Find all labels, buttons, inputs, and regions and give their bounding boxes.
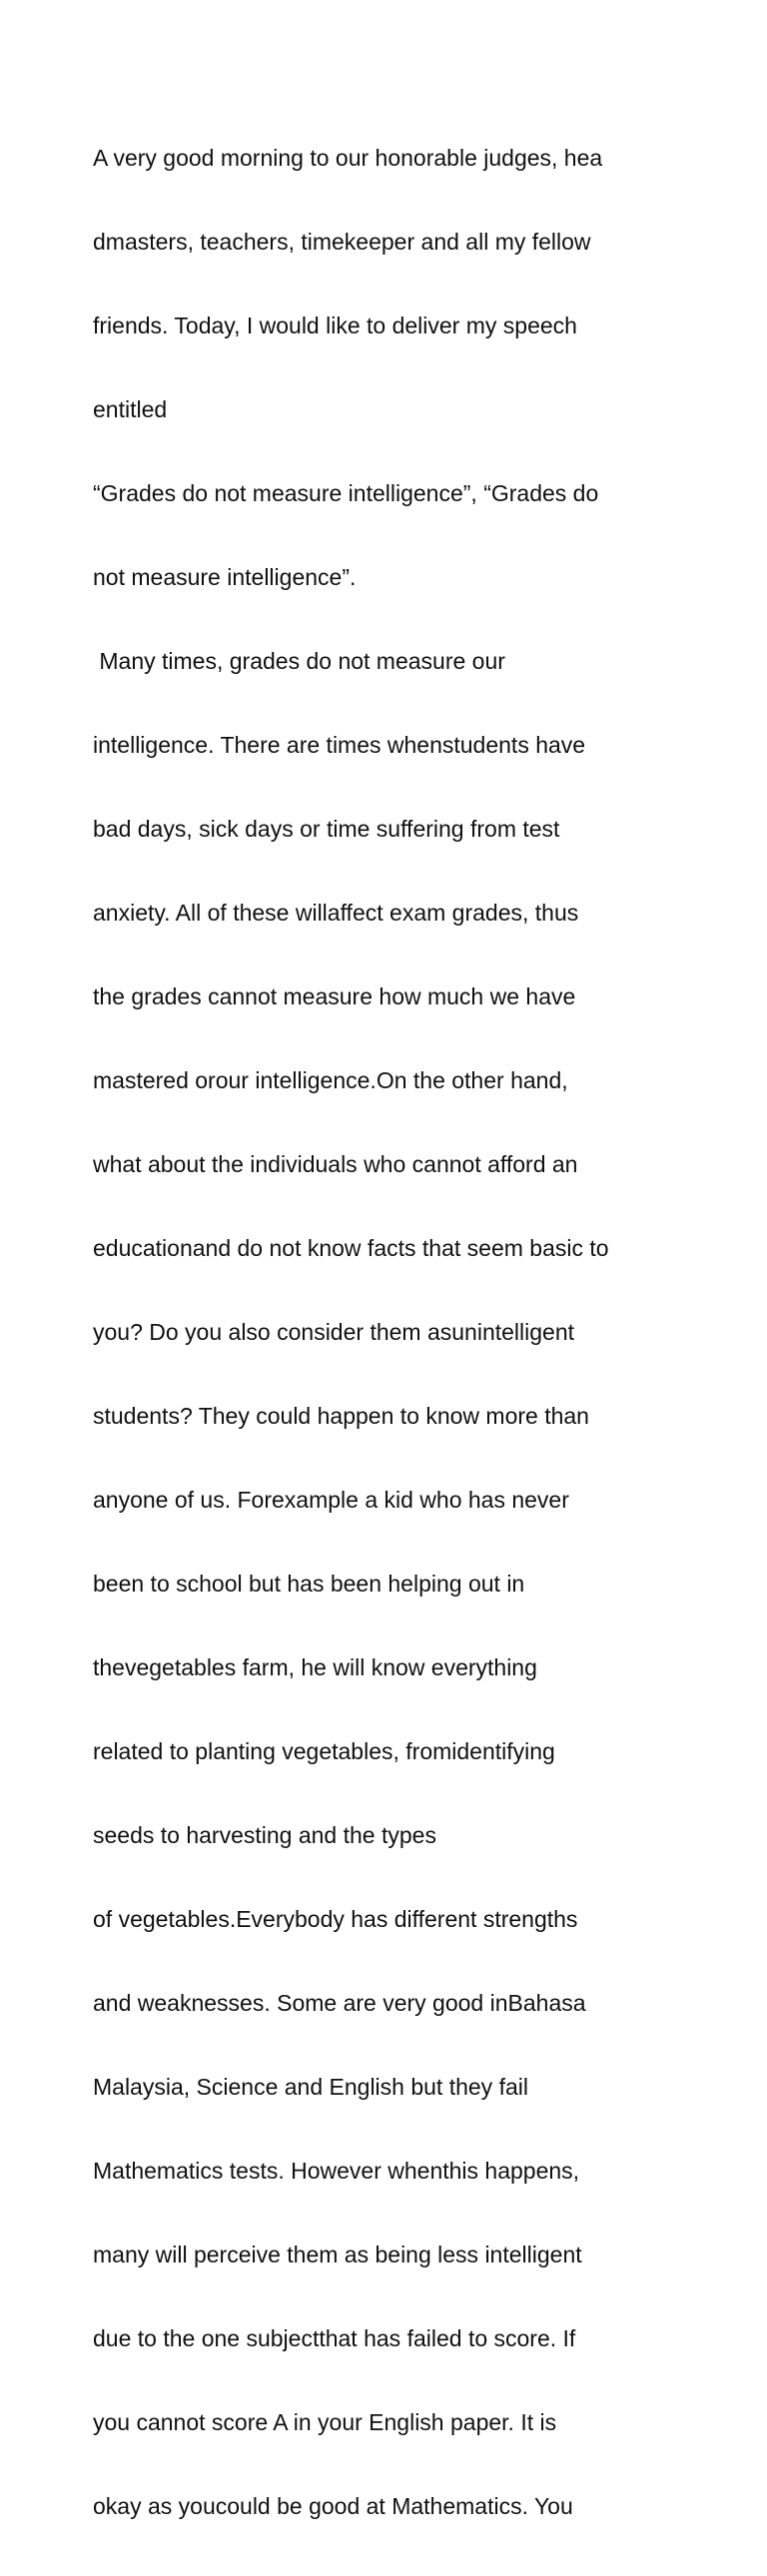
text-line: Many times, grades do not measure our (93, 648, 505, 674)
text-line: and weaknesses. Some are very good inBahasa (93, 1990, 586, 2016)
text-line: dmasters, teachers, timekeeper and all my fellow (93, 229, 591, 255)
text-line: friends. Today, I would like to deliver my speech (93, 313, 577, 338)
text-line: anyone of us. Forexample a kid who has never (93, 1487, 569, 1513)
text-line: okay as youcould be good at Mathematics. You (93, 2493, 573, 2519)
text-line: A very good morning to our honorable judges, hea (93, 145, 603, 171)
text-line: of vegetables.Everybody has different strengths (93, 1906, 578, 1932)
text-line: been to school but has been helping out in (93, 1571, 525, 1597)
text-line: bad days, sick days or time suffering from test (93, 816, 560, 842)
text-line: anxiety. All of these willaffect exam grades, thus (93, 900, 579, 926)
text-line: what about the individuals who cannot afford an (93, 1151, 578, 1177)
text-line: “Grades do not measure intelligence”, “Grades do (93, 480, 599, 506)
text-line: thevegetables farm, he will know everything (93, 1654, 537, 1680)
text-line: entitled (93, 396, 168, 422)
text-line: students? They could happen to know more than (93, 1403, 589, 1429)
text-line: educationand do not know facts that seem basic to (93, 1235, 609, 1261)
text-line: intelligence. There are times whenstudents have (93, 732, 586, 758)
text-line: mastered orour intelligence.On the other hand, (93, 1067, 568, 1093)
text-line: seeds to harvesting and the types (93, 1822, 436, 1848)
text-line: you? Do you also consider them asunintelligent (93, 1319, 575, 1345)
text-line: the grades cannot measure how much we have (93, 983, 576, 1009)
text-line: many will perceive them as being less intelligent (93, 2242, 582, 2267)
text-line: due to the one subjectthat has failed to score. If (93, 2325, 576, 2351)
text-line: not measure intelligence”. (93, 564, 357, 590)
text-line: Mathematics tests. However whenthis happens, (93, 2158, 580, 2184)
text-line: related to planting vegetables, fromidentifying (93, 1738, 555, 1764)
text-line: Malaysia, Science and English but they fail (93, 2074, 528, 2100)
speech-text (93, 88, 692, 2576)
text-line: you cannot score A in your English paper. It is (93, 2409, 557, 2435)
